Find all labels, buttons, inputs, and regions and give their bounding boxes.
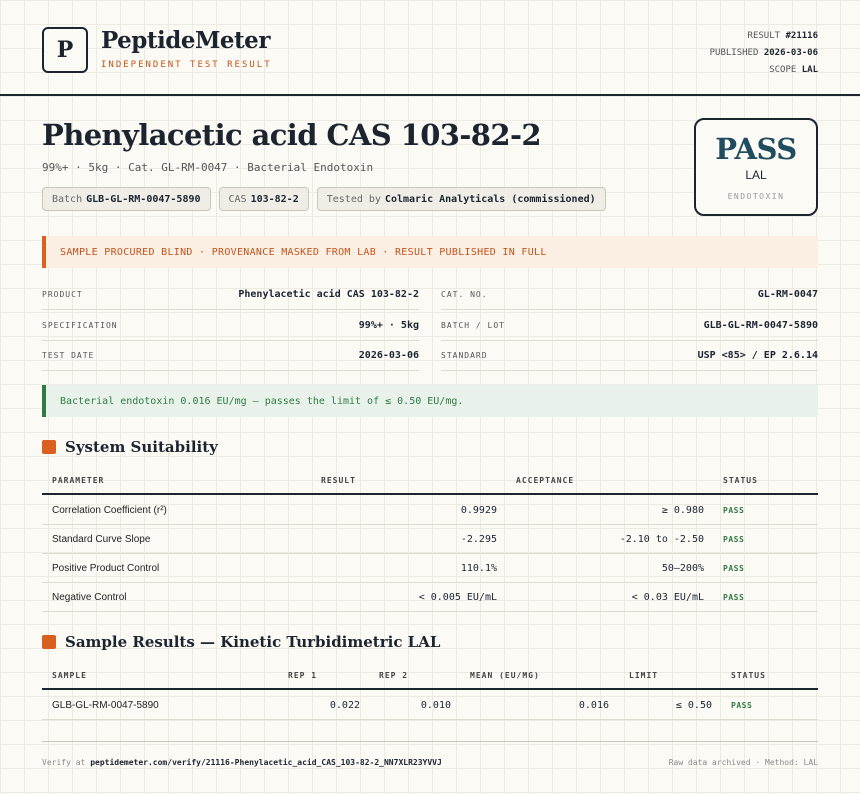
sample-table-header: SAMPLE REP 1 REP 2 MEAN (EU/MG) LIMIT STATUS — [42, 662, 818, 690]
page-subtitle: 99%+ · 5kg · Cat. GL-RM-0047 · Bacterial Endotoxin — [42, 161, 374, 174]
batch-chip: Batch GLB-GL-RM-0047-5890 — [42, 187, 211, 211]
sample-results-heading: Sample Results — Kinetic Turbidimetric LAL — [42, 633, 440, 651]
status-badge: PASS — [731, 700, 753, 710]
blind-notice: SAMPLE PROCURED BLIND · PROVENANCE MASKED FROM LAB · RESULT PUBLISHED IN FULL — [42, 236, 818, 268]
brand-logo: P — [42, 27, 88, 73]
brand-name: PeptideMeter — [101, 27, 270, 54]
table-row: GLB-GL-RM-0047-5890 0.022 0.010 0.016 ≤ 0.50 PASS — [42, 691, 818, 720]
table-row: Negative Control < 0.005 EU/mL < 0.03 EU/mL PASS — [42, 583, 818, 612]
stamp-method: LAL — [745, 168, 767, 182]
meta-scope: SCOPE LAL — [769, 65, 818, 75]
cas-chip: CAS 103-82-2 — [219, 187, 309, 211]
status-badge: PASS — [723, 563, 745, 573]
status-badge: PASS — [723, 534, 745, 544]
suitability-table-header: PARAMETER RESULT ACCEPTANCE STATUS — [42, 467, 818, 495]
tested-by-chip: Tested by Colmaric Analyticals (commissioned) — [317, 187, 606, 211]
info-product: PRODUCT Phenylacetic acid CAS 103-82-2 — [42, 280, 419, 310]
verify-line: Verify at peptidemeter.com/verify/21116-Phenylacetic_acid_CAS_103-82-2_NN7XLR23YVVJ — [42, 758, 442, 767]
footer-note: Raw data archived · Method: LAL — [668, 758, 818, 767]
verify-link[interactable]: peptidemeter.com/verify/21116-Phenylacetic_acid_CAS_103-82-2_NN7XLR23YVVJ — [90, 758, 442, 767]
meta-result: RESULT #21116 — [747, 31, 818, 41]
info-standard: STANDARD USP <85> / EP 2.6.14 — [441, 341, 818, 371]
table-row: Positive Product Control 110.1% 50–200% PASS — [42, 554, 818, 583]
result-summary: Bacterial endotoxin 0.016 EU/mg — passes the limit of ≤ 0.50 EU/mg. — [42, 385, 818, 417]
suitability-heading: System Suitability — [42, 438, 218, 456]
section-marker — [42, 635, 56, 649]
report-header — [0, 0, 860, 96]
page-title: Phenylacetic acid CAS 103-82-2 — [42, 118, 541, 152]
info-cat-no: CAT. NO. GL-RM-0047 — [441, 280, 818, 310]
info-chips — [42, 187, 606, 211]
info-test-date: TEST DATE 2026-03-06 — [42, 341, 419, 371]
report-footer — [42, 741, 818, 783]
status-badge: PASS — [723, 505, 745, 515]
stamp-verdict: PASS — [715, 132, 797, 166]
report-meta — [710, 28, 818, 79]
info-specification: SPECIFICATION 99%+ · 5kg — [42, 311, 419, 341]
stamp-category: ENDOTOXIN — [727, 192, 785, 201]
meta-published: PUBLISHED 2026-03-06 — [709, 48, 818, 58]
section-marker — [42, 440, 56, 454]
table-row: Correlation Coefficient (r²) 0.9929 ≥ 0.980 PASS — [42, 496, 818, 525]
info-batch-lot: BATCH / LOT GLB-GL-RM-0047-5890 — [441, 311, 818, 341]
status-badge: PASS — [723, 592, 745, 602]
table-row: Standard Curve Slope -2.295 -2.10 to -2.50 PASS — [42, 525, 818, 554]
pass-stamp — [694, 118, 818, 216]
brand-tagline: INDEPENDENT TEST RESULT — [101, 60, 272, 70]
